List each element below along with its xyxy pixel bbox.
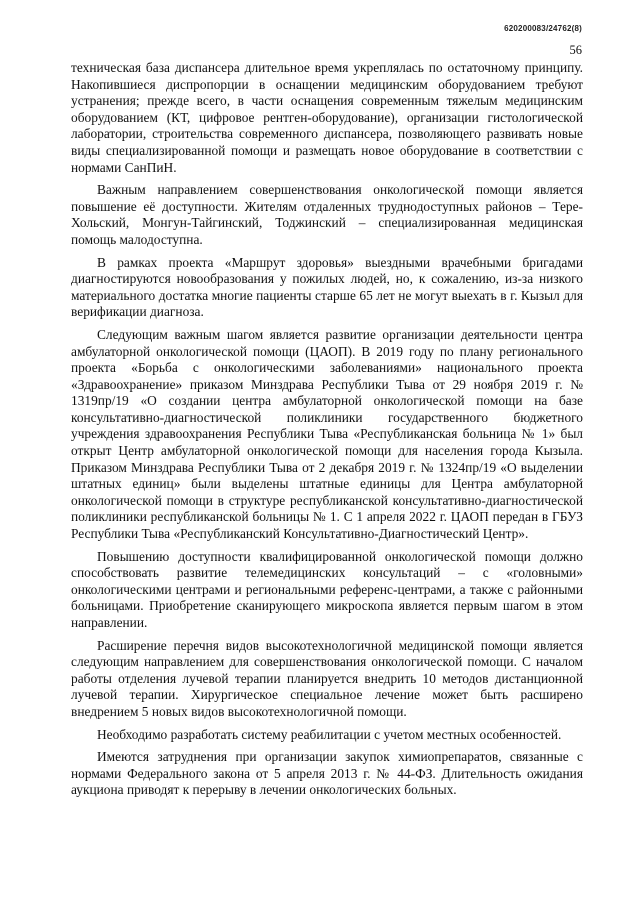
paragraph-high-tech-care: Расширение перечня видов высокотехнологичной медицинской помощи является следующим направлением для совершенствования онкологической помощи. С началом работы отделения лучевой терапии планируется внедрить 10 методов дистанционной лучевой терапии. Хирургическое специальное лечение может быть расширено внедрением 5 новых видов высокотехнологичной помощи. bbox=[71, 637, 583, 719]
body-text bbox=[71, 60, 583, 805]
paragraph-caop: Следующим важным шагом является развитие организации деятельности центра амбулаторной онкологической помощи (ЦАОП). В 2019 году по плану регионального проекта «Борьба с онкологическими заболеваниями» национального проекта «Здравоохранение» приказом Минздрава Республики Тыва от 29 ноября 2019 г. № 1319пр/19 «О создании центра амбулаторной онкологической помощи на базе консультативно-диагностической поликлиники государственного бюджетного учреждения здравоохранения Республики Тыва «Республиканская больница № 1» был открыт Центр амбулаторной онкологической помощи для населения города Кызыла. Приказом Минздрава Республики Тыва от 2 декабря 2019 г. № 1324пр/19 «О выделении штатных единиц» были выделены штатные единицы для Центра амбулаторной онкологической помощи в структуре республиканской консультативно-диагностической поликлиники республиканской больницы № 1. С 1 апреля 2022 г. ЦАОП передан в ГБУЗ Республики Тыва «Республиканский Консультативно-Диагностический Центр». bbox=[71, 326, 583, 542]
page-number: 56 bbox=[569, 43, 582, 57]
document-number: 620200083/24762(8) bbox=[504, 24, 582, 33]
paragraph-procurement: Имеются затруднения при организации закупок химиопрепаратов, связанные с нормами Федерального закона от 5 апреля 2013 г. № 44-ФЗ. Длительность ожидания аукциона приводят к перерыву в лечении онкологических больных. bbox=[71, 749, 583, 798]
paragraph-continuation: техническая база диспансера длительное время укреплялась по остаточному принципу. Накопившиеся диспропорции в оснащении медицинским оборудованием требуют устранения; прежде всего, в части оснащения современным тяжелым медицинским оборудованием (КТ, цифровое рентген-оборудование), организации гистологической лаборатории, строительства современного диспансера, позволяющего развивать новые виды специализированной помощи и размещать новое оборудование в соответствии с нормами СанПиН. bbox=[71, 60, 583, 175]
paragraph-accessibility: Важным направлением совершенствования онкологической помощи является повышение её доступности. Жителям отдаленных труднодоступных районов – Тере-Хольский, Монгун-Тайгинский, Тоджинский – специализированная медицинская помощь малодоступна. bbox=[71, 182, 583, 247]
paragraph-health-route: В рамках проекта «Маршрут здоровья» выездными врачебными бригадами диагностируются новообразования у пожилых людей, но, к сожалению, из-за низкого материального достатка многие пациенты старше 65 лет не могут выехать в г. Кызыл для верификации диагноза. bbox=[71, 254, 583, 320]
paragraph-telemedicine: Повышению доступности квалифицированной онкологической помощи должно способствовать развитие телемедицинских консультаций – с «головными» онкологическими центрами и региональными референс-центрами, а также с районными больницами. Приобретение сканирующего микроскопа является первым шагом в этом направлении. bbox=[71, 548, 583, 630]
paragraph-rehabilitation: Необходимо разработать систему реабилитации с учетом местных особенностей. bbox=[97, 726, 562, 742]
